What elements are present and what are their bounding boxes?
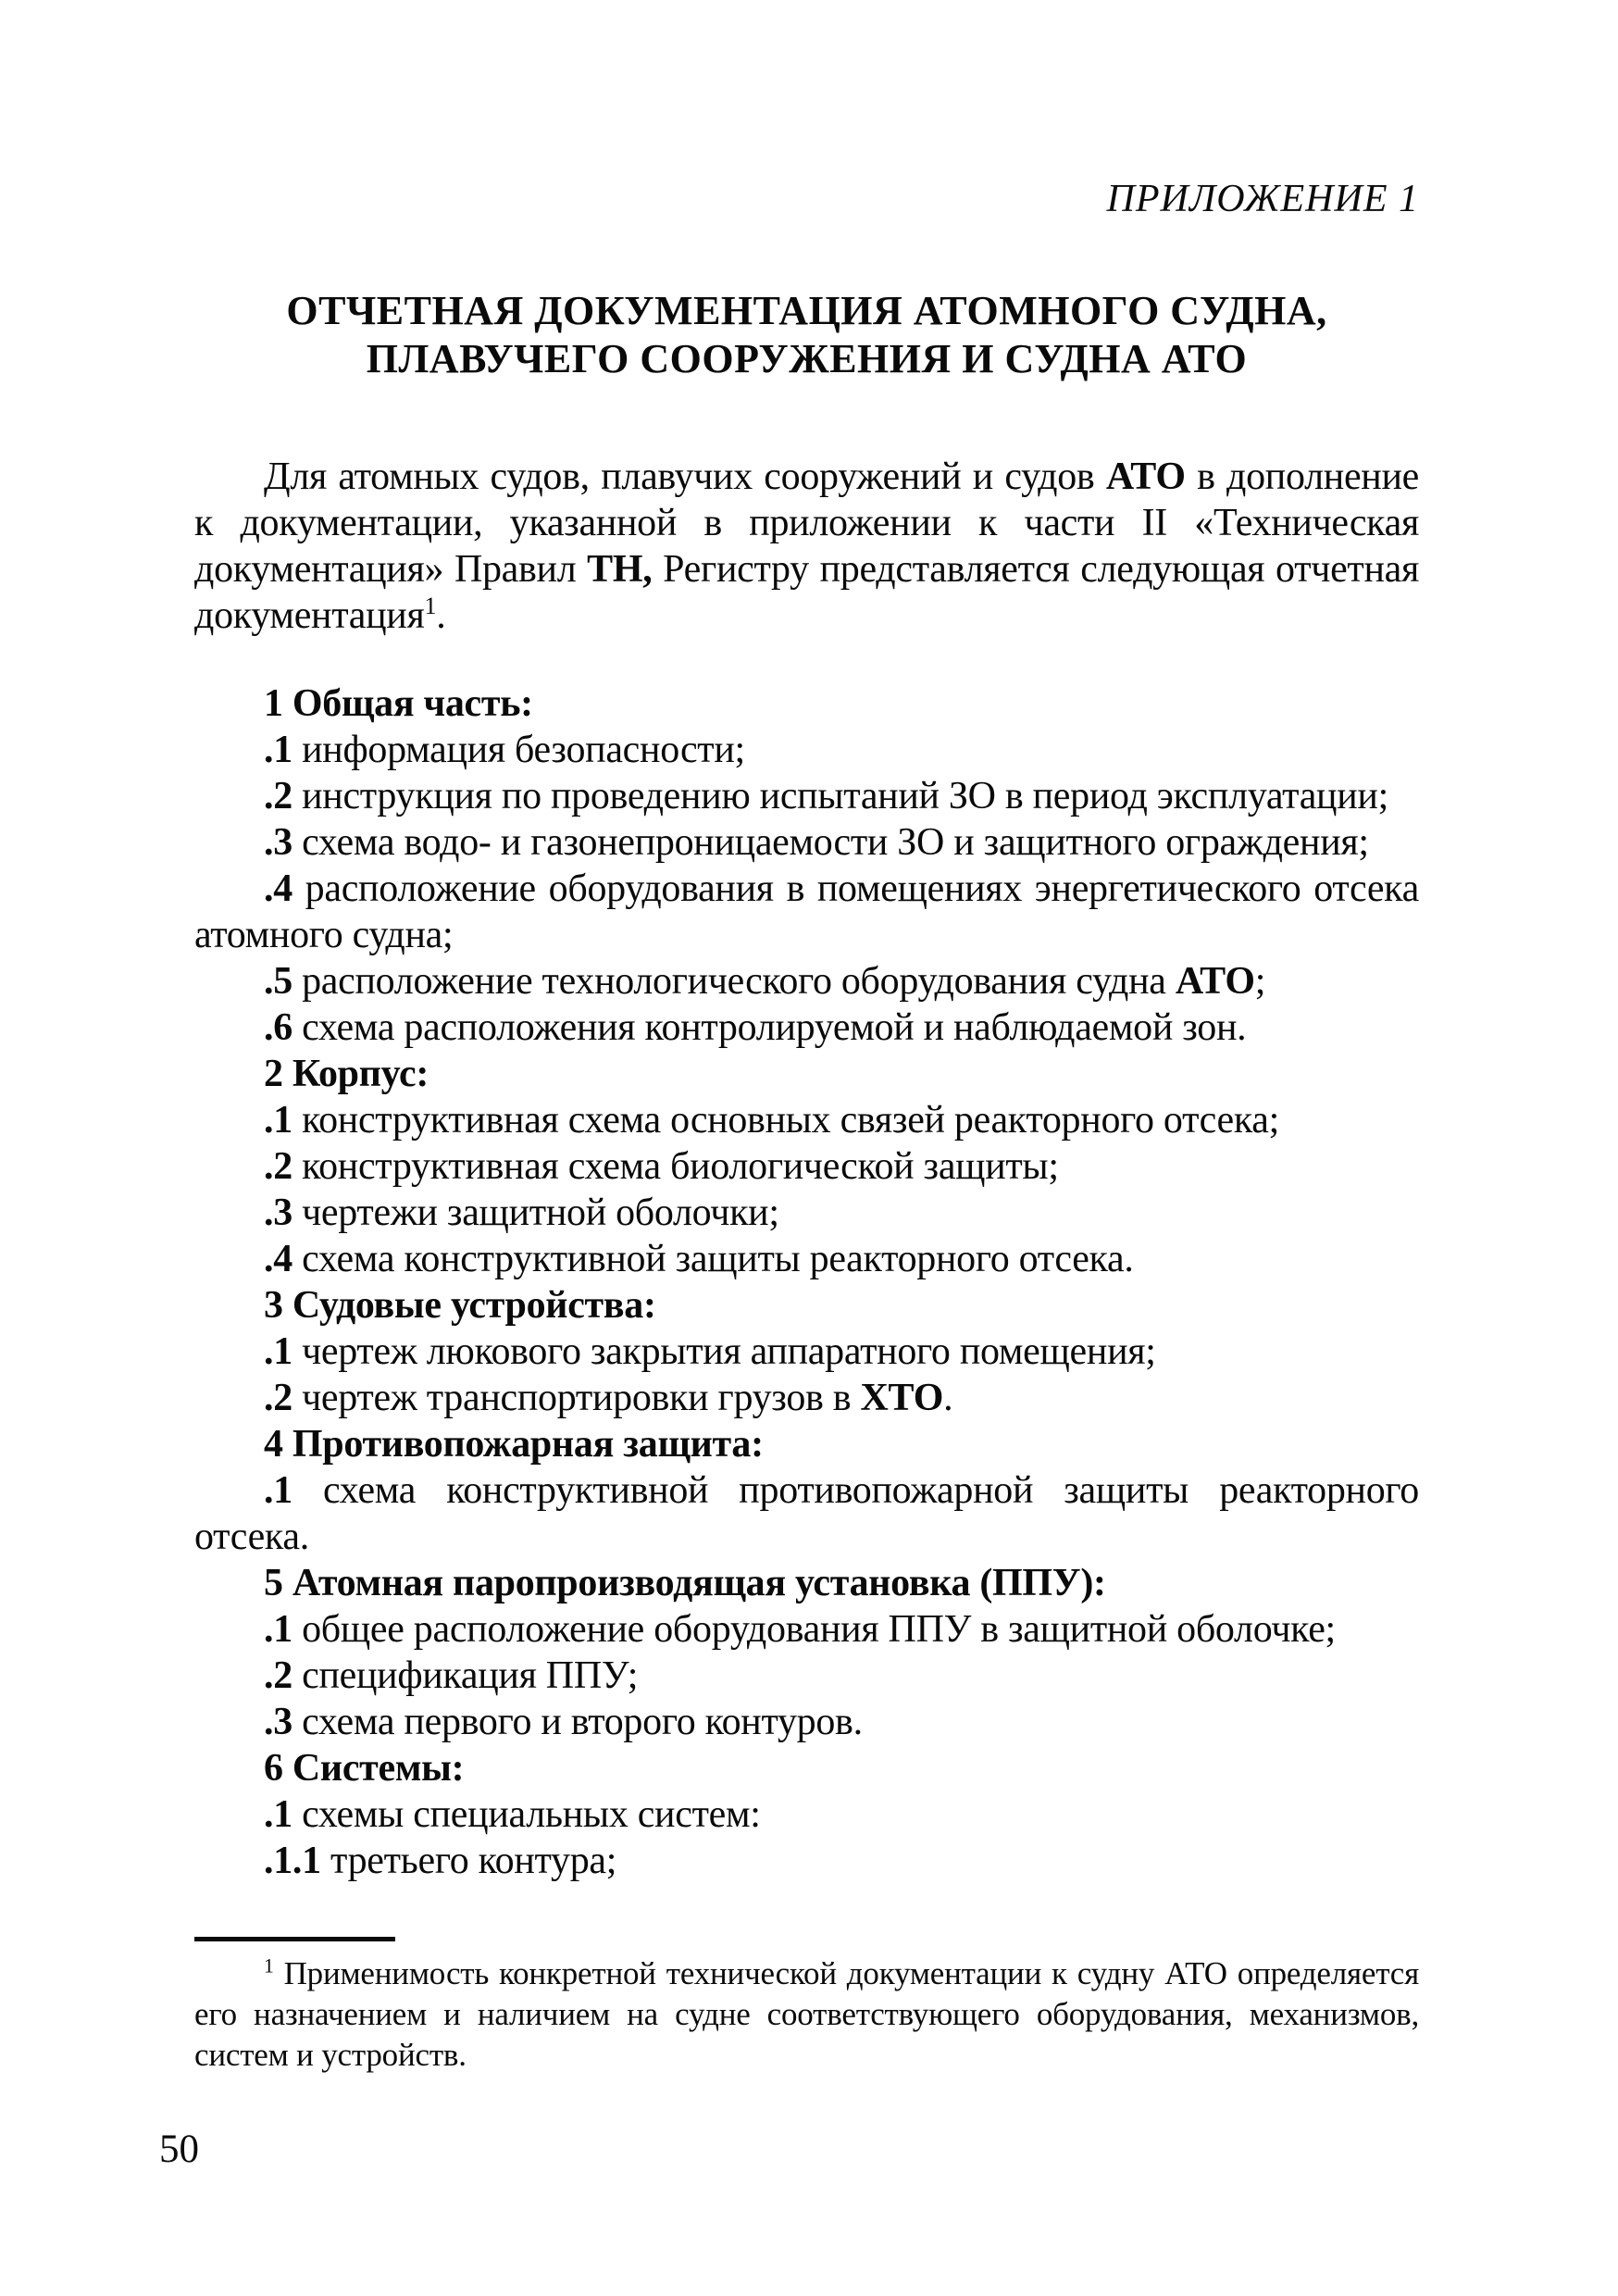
list-item-number: 4 [264, 1423, 283, 1466]
list-item-text: Корпус: [282, 1053, 429, 1095]
list-item-number: .1 [264, 1608, 292, 1651]
list-item-number: .1 [264, 1099, 292, 1142]
list-item [194, 773, 1419, 819]
list-item-text: Судовые устройства: [282, 1284, 656, 1327]
list-item [194, 727, 1419, 773]
list-item [194, 1375, 1419, 1421]
footnote [194, 1953, 1419, 2076]
list-item [194, 1097, 1419, 1143]
list-item-number: 3 [264, 1284, 283, 1327]
list-item [194, 1838, 1419, 1884]
list-item-text: схема конструктивной противопожарной защиты реакторного отсека. [194, 1469, 1419, 1558]
list-item-text: конструктивная схема биологической защиты; [292, 1145, 1059, 1188]
footnote-text: Применимость конкретной технической документации к судну АТО определяется его назначением и наличием на судне соответствующего оборудования, механизмов, систем и устройств. [194, 1955, 1419, 2073]
intro-paragraph [194, 454, 1419, 639]
list-item-number: .2 [264, 1654, 292, 1697]
list-item [194, 1699, 1419, 1745]
document-title [194, 287, 1419, 383]
list-item [194, 958, 1419, 1004]
list-item [194, 866, 1419, 958]
list-item-number: .1 [264, 729, 292, 771]
list-item-text: информация безопасности; [292, 729, 745, 771]
list-item-number: .3 [264, 821, 292, 864]
list-item-number: .3 [264, 1701, 292, 1743]
list-item-text: схемы специальных систем: [292, 1793, 761, 1836]
list-item-text-end: . [943, 1377, 953, 1419]
list-item-number: .2 [264, 1145, 292, 1188]
intro-run: Для атомных судов, плавучих сооружений и судов [264, 455, 1106, 498]
list-item-abbr: ХТО [860, 1377, 944, 1419]
list-item [194, 1190, 1419, 1236]
report-doc-list [194, 680, 1419, 1884]
list-item [194, 1004, 1419, 1051]
list-item-number: .2 [264, 775, 292, 817]
list-item-number: 6 [264, 1747, 283, 1790]
list-item-text: Противопожарная защита: [282, 1423, 764, 1466]
list-item-text: Общая часть: [282, 682, 533, 725]
list-item-number: .1 [264, 1469, 292, 1512]
list-item-text: инструкция по проведению испытаний ЗО в период эксплуатации; [292, 775, 1388, 817]
list-item-number: .1.1 [264, 1840, 321, 1882]
list-item-text: третьего контура; [320, 1840, 617, 1882]
footnote-marker: 1 [264, 1954, 274, 1978]
list-item-number: 2 [264, 1053, 283, 1095]
list-item-text: расположение оборудования в помещениях энергетического отсека атомного судна; [194, 867, 1419, 956]
document-title-line-1: ОТЧЕТНАЯ ДОКУМЕНТАЦИЯ АТОМНОГО СУДНА, [286, 288, 1327, 333]
list-item-number: .4 [264, 1238, 292, 1280]
list-section-heading [194, 1051, 1419, 1097]
list-item [194, 1329, 1419, 1375]
list-item-number: 1 [264, 682, 283, 725]
list-item [194, 1606, 1419, 1653]
list-item [194, 1653, 1419, 1699]
document-title-line-2: ПЛАВУЧЕГО СООРУЖЕНИЯ И СУДНА АТО [366, 336, 1248, 381]
list-item-number: 5 [264, 1562, 283, 1604]
page-number: 50 [159, 2128, 199, 2171]
list-item [194, 1143, 1419, 1190]
list-item-text: схема расположения контролируемой и наблюдаемой зон. [292, 1006, 1247, 1049]
list-item-text: расположение технологического оборудования судна [292, 960, 1176, 1003]
list-item-text-end: ; [1254, 960, 1266, 1003]
list-section-heading [194, 1745, 1419, 1791]
list-item-text: чертеж люкового закрытия аппаратного помещения; [292, 1330, 1156, 1373]
appendix-label: ПРИЛОЖЕНИЕ 1 [1106, 178, 1419, 220]
list-item-number: .4 [264, 867, 292, 910]
list-item-number: .3 [264, 1192, 292, 1234]
list-section-heading [194, 1421, 1419, 1467]
intro-run: АТО [1105, 455, 1186, 498]
list-item-text: спецификация ППУ; [292, 1654, 639, 1697]
list-item [194, 1236, 1419, 1282]
footnote-separator [194, 1937, 395, 1941]
list-item-text: чертежи защитной оболочки; [292, 1192, 779, 1234]
list-item [194, 1467, 1419, 1560]
list-item-number: .6 [264, 1006, 292, 1049]
list-section-heading [194, 1282, 1419, 1329]
list-item-number: .1 [264, 1330, 292, 1373]
list-item-text: схема первого и второго контуров. [292, 1701, 863, 1743]
intro-run: в дополнение к документации, указанной в приложении к части II «Техническая документация» Правил [194, 455, 1419, 591]
list-item [194, 819, 1419, 866]
list-item-text: Атомная паропроизводящая установка (ППУ): [282, 1562, 1106, 1604]
list-item-text: схема конструктивной защиты реакторного отсека. [292, 1238, 1134, 1280]
intro-run: ТН, [587, 548, 653, 591]
list-item-text: чертеж транспортировки грузов в [292, 1377, 861, 1419]
list-item-text: Системы: [282, 1747, 465, 1790]
footnote-ref: 1 [424, 593, 437, 619]
list-item-number: .1 [264, 1793, 292, 1836]
list-item-number: .5 [264, 960, 292, 1003]
list-section-heading [194, 680, 1419, 727]
list-item [194, 1791, 1419, 1838]
list-item-text: общее расположение оборудования ППУ в защитной оболочке; [292, 1608, 1336, 1651]
intro-run: . [436, 594, 446, 637]
list-item-text: схема водо- и газонепроницаемости ЗО и защитного ограждения; [292, 821, 1369, 864]
list-section-heading [194, 1560, 1419, 1606]
list-item-text: конструктивная схема основных связей реакторного отсека; [292, 1099, 1280, 1142]
intro-run: Регистру представляется следующая отчетная документация [194, 548, 1420, 637]
list-item-abbr: АТО [1175, 960, 1255, 1003]
list-item-number: .2 [264, 1377, 292, 1419]
